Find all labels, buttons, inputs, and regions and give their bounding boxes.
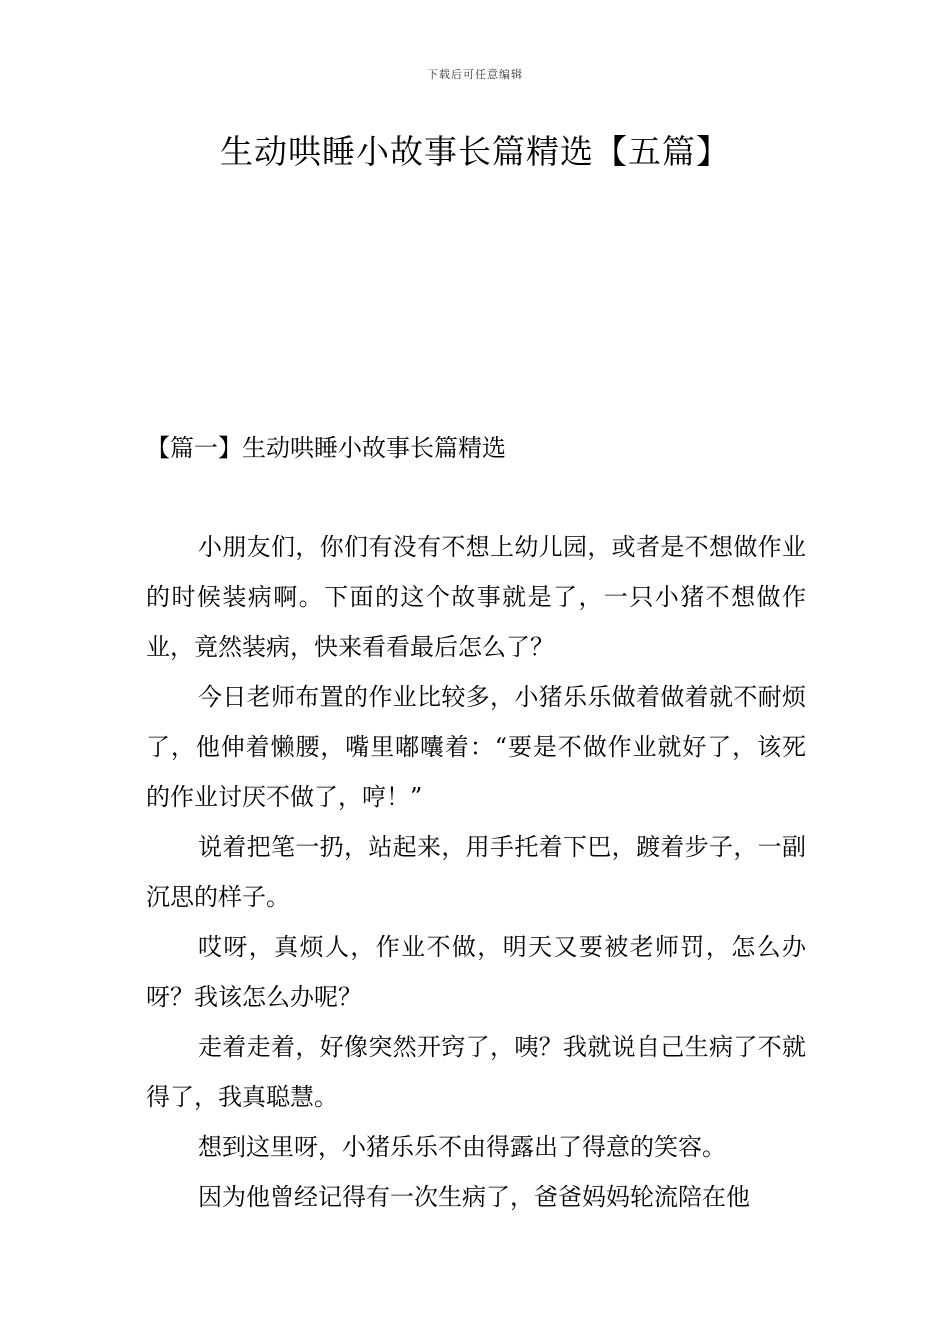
paragraph: 想到这里呀，小猪乐乐不由得露出了得意的笑容。 — [198, 1133, 726, 1161]
paragraph: 说着把笔一扔，站起来，用手托着下巴，踱着步子，一副沉思的样子。 — [146, 833, 806, 911]
paragraph: 走着走着，好像突然开窍了，咦？我就说自己生病了不就得了，我真聪慧。 — [146, 1033, 806, 1111]
section-heading: 【篇一】生动哄睡小故事长篇精选 — [146, 434, 506, 462]
paragraph: 因为他曾经记得有一次生病了，爸爸妈妈轮流陪在他 — [198, 1183, 750, 1211]
paragraph: 今日老师布置的作业比较多，小猪乐乐做着做着就不耐烦了，他伸着懒腰，嘴里嘟囔着：“要是不做作业就好了，该死的作业讨厌不做了，哼！” — [146, 683, 806, 811]
header-note: 下载后可任意编辑 — [427, 68, 523, 81]
document-title: 生动哄睡小故事长篇精选【五篇】 — [220, 132, 730, 171]
paragraph: 小朋友们，你们有没有不想上幼儿园，或者是不想做作业的时候装病啊。下面的这个故事就是了，一只小猪不想做作业，竟然装病，快来看看最后怎么了？ — [146, 533, 806, 661]
story-body — [146, 522, 806, 1222]
paragraph: 哎呀，真烦人，作业不做，明天又要被老师罚，怎么办呀？我该怎么办呢？ — [146, 933, 806, 1011]
